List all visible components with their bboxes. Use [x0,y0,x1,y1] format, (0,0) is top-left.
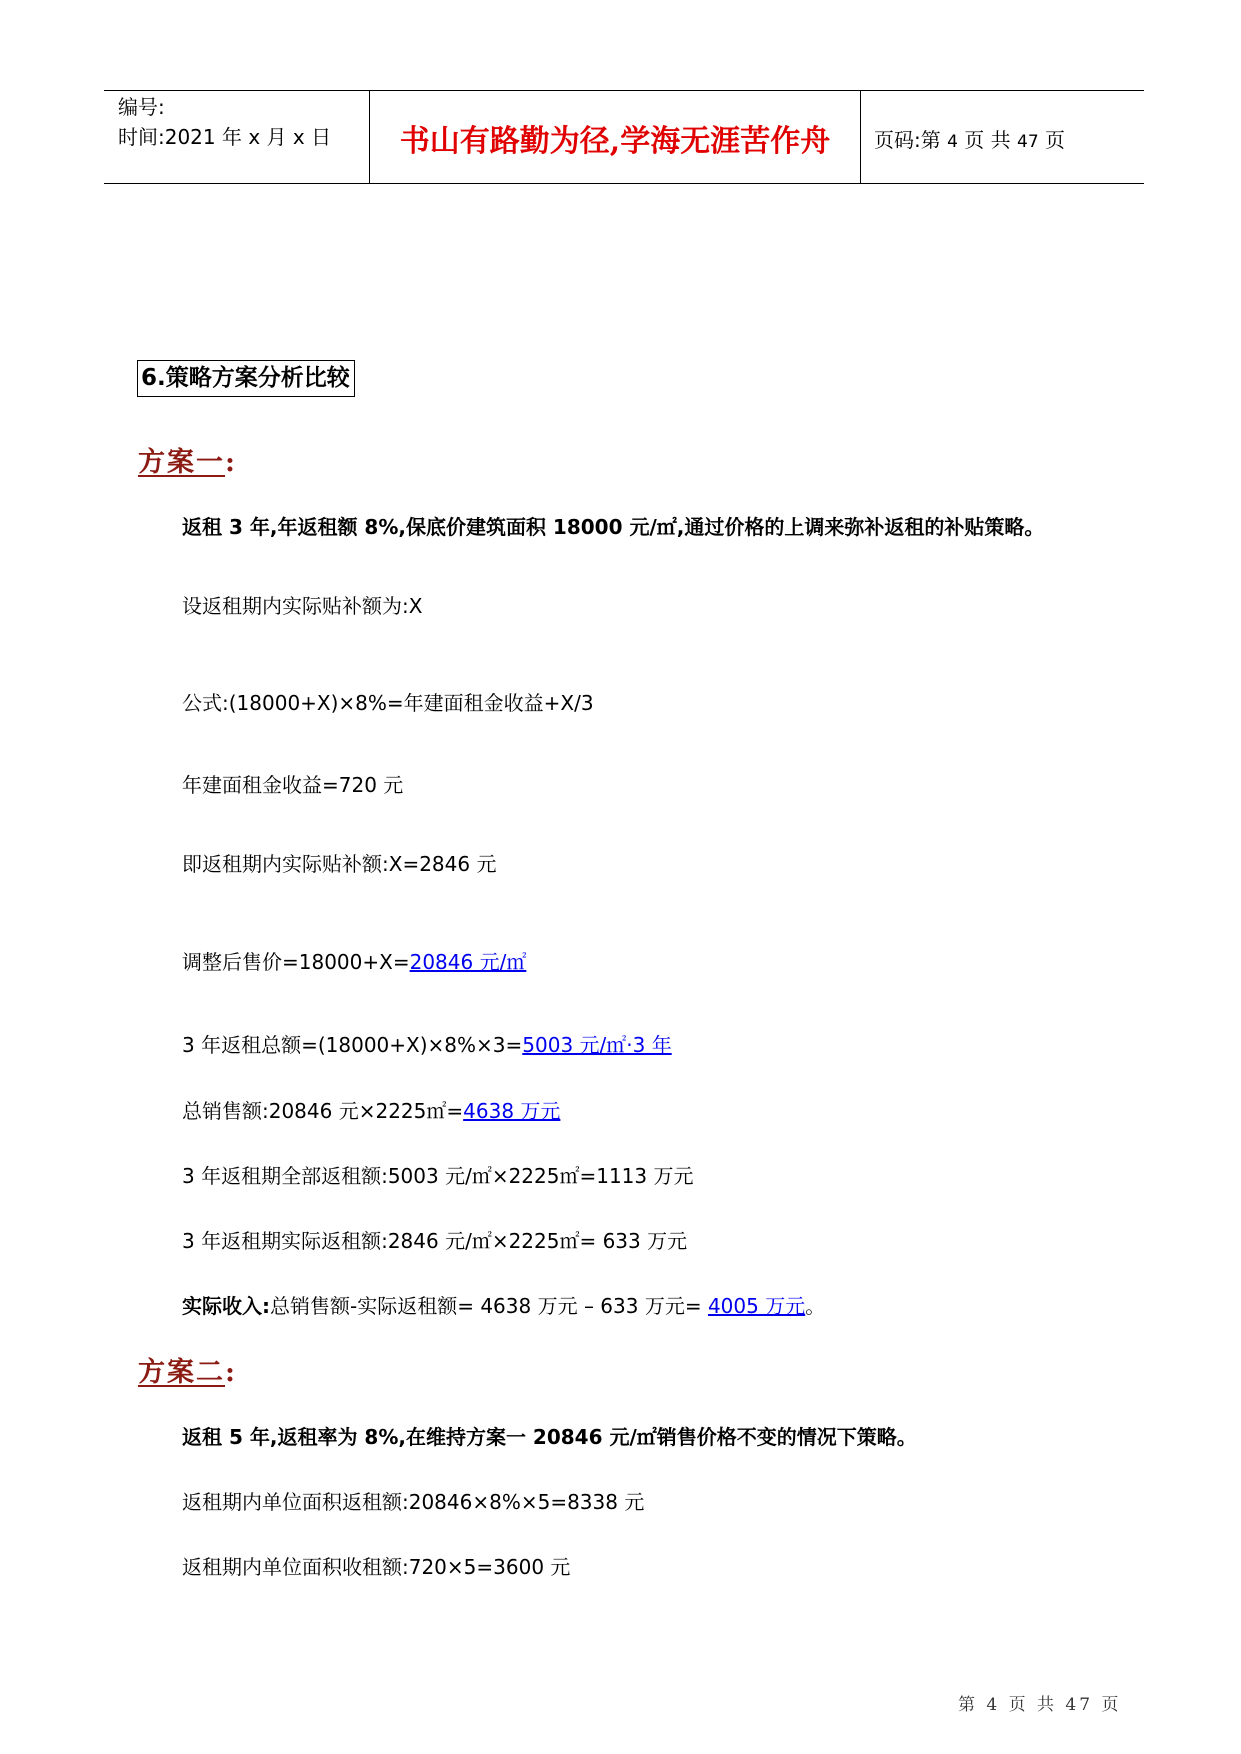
plan1-line-3: 年建面租金收益=720 元 [182,773,404,797]
plan2-summary: 返租 5 年,返租率为 8%,在维持方案一 20846 元/㎡销售价格不变的情况下策略。 [182,1425,917,1449]
actual-income-link[interactable]: 4005 万元 [707,1294,806,1318]
section-title: 6.策略方案分析比较 [137,360,355,397]
plan1-line-5 [182,948,526,976]
page-total: 47 [1017,132,1039,152]
plan2-title [138,1350,237,1389]
page-current: 4 [947,132,958,152]
plan2-line-2: 返租期内单位面积收租额:720×5=3600 元 [182,1555,571,1579]
adjusted-price-text: 调整后售价=18000+X= [182,950,410,974]
plan1-summary: 返租 3 年,年返租额 8%,保底价建筑面积 18000 元/㎡,通过价格的上调来弥补返租的补贴策略。 [182,515,1045,539]
plan2-title-colon: : [225,1357,237,1388]
page-prefix: 页码:第 [874,128,941,152]
plan1-line-4: 即返租期内实际贴补额:X=2846 元 [182,852,497,876]
header-divider-right [860,90,861,183]
number-label: 编号: [118,95,165,119]
actual-income-end: 。 [805,1294,826,1318]
plan1-line-7 [182,1097,560,1125]
page-footer: 第 4 页 共 47 页 [958,1695,1122,1715]
rent-total-link[interactable]: 5003 元/㎡·3 年 [522,1033,672,1057]
header-info [118,92,331,152]
plan1-title-colon: : [225,447,237,478]
plan1-line-1: 设返租期内实际贴补额为:X [182,594,423,618]
time-label: 时间:2021 年 x 月 x 日 [118,125,332,149]
plan1-line-10 [182,1292,825,1320]
rent-total-text: 3 年返租总额=(18000+X)×8%×3= [182,1033,523,1057]
actual-income-label: 实际收入: [182,1294,270,1318]
page-suffix: 页 [1045,128,1066,152]
plan1-line-2: 公式:(18000+X)×8%=年建面租金收益+X/3 [182,691,594,715]
actual-income-text: 总销售额-实际返租额= 4638 万元 – 633 万元= [270,1294,708,1318]
plan1-line-6 [182,1031,672,1059]
plan2-line-1: 返租期内单位面积返租额:20846×8%×5=8338 元 [182,1490,645,1514]
plan1-line-8: 3 年返租期全部返租额:5003 元/㎡×2225㎡=1113 万元 [182,1164,694,1188]
total-sales-link[interactable]: 4638 万元 [463,1099,561,1123]
header-bottom-rule [104,183,1144,184]
plan1-line-9: 3 年返租期实际返租额:2846 元/㎡×2225㎡= 633 万元 [182,1229,688,1253]
header-page-number [874,124,1065,153]
plan1-title-text: 方案一 [138,447,225,478]
plan1-title [138,440,237,479]
header-top-rule [104,90,1144,91]
page-mid: 页 共 [964,128,1011,152]
plan2-title-text: 方案二 [138,1357,225,1388]
total-sales-text: 总销售额:20846 元×2225㎡= [182,1099,464,1123]
header-motto: 书山有路勤为径,学海无涯苦作舟 [399,124,831,159]
adjusted-price-link[interactable]: 20846 元/㎡ [409,950,527,974]
